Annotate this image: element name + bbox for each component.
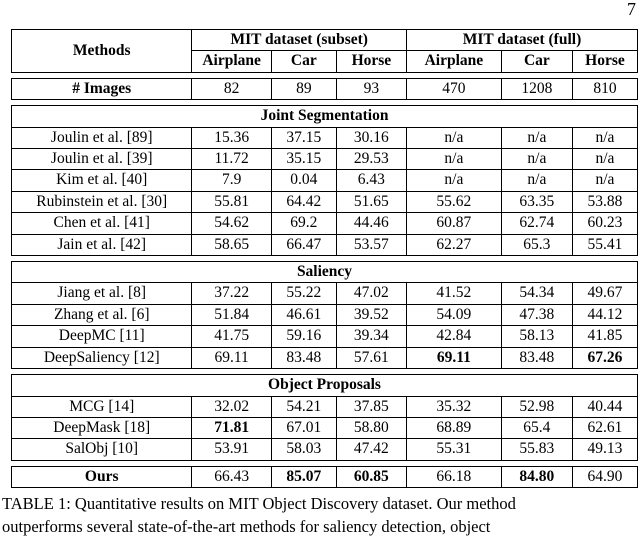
table-cell: 41.85: [572, 326, 637, 347]
table-cell: 57.61: [336, 347, 406, 368]
table-cell: 35.32: [406, 396, 501, 417]
table-cell: 60.87: [406, 213, 501, 234]
table-cell: 46.61: [271, 304, 336, 325]
table-row: [12, 191, 638, 212]
column-header: Airplane: [192, 51, 271, 72]
table-cell: 65.4: [501, 417, 572, 438]
row-label: Jain et al. [42]: [12, 234, 192, 255]
group-header-full: MIT dataset (full): [406, 30, 637, 51]
column-header: Car: [501, 51, 572, 72]
table-cell: 58.03: [271, 439, 336, 460]
group-header-subset: MIT dataset (subset): [192, 30, 406, 51]
table-cell: 66.18: [406, 466, 501, 487]
table-cell: 69.2: [271, 213, 336, 234]
table-cell: n/a: [572, 149, 637, 170]
table-cell: 47.02: [336, 283, 406, 304]
row-label: Kim et al. [40]: [12, 170, 192, 191]
table-cell: 1208: [501, 78, 572, 99]
table-cell: 66.47: [271, 234, 336, 255]
table-cell: 60.85: [336, 466, 406, 487]
table-cell: 49.67: [572, 283, 637, 304]
table-cell: 51.84: [192, 304, 271, 325]
section-header-row: [12, 106, 638, 127]
table-cell: 89: [271, 78, 336, 99]
row-label: Joulin et al. [39]: [12, 149, 192, 170]
table-row: [12, 396, 638, 417]
table-cell: 6.43: [336, 170, 406, 191]
table-cell: 64.90: [572, 466, 637, 487]
methods-header: Methods: [12, 30, 192, 73]
caption-line: TABLE 1: Quantitative results on MIT Object Discovery dataset. Our method: [2, 494, 516, 513]
table-cell: 55.41: [572, 234, 637, 255]
table-cell: 66.43: [192, 466, 271, 487]
table-cell: 71.81: [192, 417, 271, 438]
table-cell: 68.89: [406, 417, 501, 438]
column-header: Horse: [336, 51, 406, 72]
table-cell: 62.27: [406, 234, 501, 255]
table-row: [12, 283, 638, 304]
table-cell: 41.52: [406, 283, 501, 304]
section-title: Joint Segmentation: [12, 106, 638, 127]
table-cell: 83.48: [271, 347, 336, 368]
table-cell: n/a: [572, 170, 637, 191]
row-label: SalObj [10]: [12, 439, 192, 460]
table-cell: 55.83: [501, 439, 572, 460]
table-cell: 93: [336, 78, 406, 99]
table-cell: 54.62: [192, 213, 271, 234]
row-label: MCG [14]: [12, 396, 192, 417]
section-header-row: [12, 262, 638, 283]
table-cell: 53.57: [336, 234, 406, 255]
table-cell: 11.72: [192, 149, 271, 170]
table-row: [12, 234, 638, 255]
table-cell: 42.84: [406, 326, 501, 347]
table-cell: 84.80: [501, 466, 572, 487]
table-cell: 55.22: [271, 283, 336, 304]
row-label: Chen et al. [41]: [12, 213, 192, 234]
row-label: Joulin et al. [89]: [12, 127, 192, 148]
column-header: Airplane: [406, 51, 501, 72]
results-table: [11, 29, 638, 488]
table-cell: 37.15: [271, 127, 336, 148]
table-cell: 44.12: [572, 304, 637, 325]
table-cell: 58.13: [501, 326, 572, 347]
table-row: [12, 347, 638, 368]
table-cell: 53.88: [572, 191, 637, 212]
table-cell: 810: [572, 78, 637, 99]
column-header: Horse: [572, 51, 637, 72]
sections-body: [12, 106, 638, 467]
table-cell: 54.09: [406, 304, 501, 325]
ours-row: [12, 466, 638, 487]
table-cell: 55.81: [192, 191, 271, 212]
row-label: Ours: [12, 466, 192, 487]
table-cell: 83.48: [501, 347, 572, 368]
table-cell: 52.98: [501, 396, 572, 417]
row-label: DeepMask [18]: [12, 417, 192, 438]
table-cell: 49.13: [572, 439, 637, 460]
table-cell: 67.26: [572, 347, 637, 368]
table-cell: n/a: [501, 149, 572, 170]
page-number: 7: [627, 0, 636, 19]
row-label: DeepMC [11]: [12, 326, 192, 347]
table-cell: 67.01: [271, 417, 336, 438]
table-cell: n/a: [501, 127, 572, 148]
table-cell: n/a: [406, 170, 501, 191]
table-cell: 51.65: [336, 191, 406, 212]
table-cell: 69.11: [406, 347, 501, 368]
table-cell: 62.61: [572, 417, 637, 438]
table-cell: n/a: [572, 127, 637, 148]
table-cell: n/a: [501, 170, 572, 191]
row-label: DeepSaliency [12]: [12, 347, 192, 368]
row-label: Zhang et al. [6]: [12, 304, 192, 325]
column-header: Car: [271, 51, 336, 72]
table-cell: 30.16: [336, 127, 406, 148]
table-cell: 54.34: [501, 283, 572, 304]
table-cell: 39.34: [336, 326, 406, 347]
table-cell: 59.16: [271, 326, 336, 347]
table-row: [12, 326, 638, 347]
table-cell: 54.21: [271, 396, 336, 417]
table-cell: 85.07: [271, 466, 336, 487]
table-cell: 35.15: [271, 149, 336, 170]
table-cell: 60.23: [572, 213, 637, 234]
table-cell: 64.42: [271, 191, 336, 212]
table-cell: 44.46: [336, 213, 406, 234]
section-header-row: [12, 375, 638, 396]
table-cell: 69.11: [192, 347, 271, 368]
table-row: [12, 170, 638, 191]
table-cell: 37.85: [336, 396, 406, 417]
row-label: # Images: [12, 78, 192, 99]
section-title: Object Proposals: [12, 375, 638, 396]
caption-line: outperforms several state-of-the-art methods for saliency detection, object: [2, 517, 491, 536]
table-cell: 63.35: [501, 191, 572, 212]
table-cell: 47.42: [336, 439, 406, 460]
table-cell: 470: [406, 78, 501, 99]
table-cell: n/a: [406, 149, 501, 170]
table-cell: 58.80: [336, 417, 406, 438]
table-cell: 55.62: [406, 191, 501, 212]
table-row: [12, 417, 638, 438]
table-row: [12, 127, 638, 148]
table-cell: 47.38: [501, 304, 572, 325]
row-label: Rubinstein et al. [30]: [12, 191, 192, 212]
table-cell: 62.74: [501, 213, 572, 234]
table-caption: [2, 492, 640, 538]
table-cell: 29.53: [336, 149, 406, 170]
table-cell: n/a: [406, 127, 501, 148]
table-cell: 82: [192, 78, 271, 99]
table-cell: 40.44: [572, 396, 637, 417]
table-cell: 0.04: [271, 170, 336, 191]
table-cell: 58.65: [192, 234, 271, 255]
table-cell: 41.75: [192, 326, 271, 347]
table-cell: 55.31: [406, 439, 501, 460]
table-row: [12, 304, 638, 325]
table-cell: 32.02: [192, 396, 271, 417]
table-row: [12, 213, 638, 234]
section-title: Saliency: [12, 262, 638, 283]
images-row: [12, 78, 638, 99]
table-cell: 7.9: [192, 170, 271, 191]
row-label: Jiang et al. [8]: [12, 283, 192, 304]
table-cell: 39.52: [336, 304, 406, 325]
table-cell: 15.36: [192, 127, 271, 148]
table-cell: 37.22: [192, 283, 271, 304]
table-row: [12, 149, 638, 170]
table-cell: 65.3: [501, 234, 572, 255]
table-row: [12, 439, 638, 460]
table-cell: 53.91: [192, 439, 271, 460]
